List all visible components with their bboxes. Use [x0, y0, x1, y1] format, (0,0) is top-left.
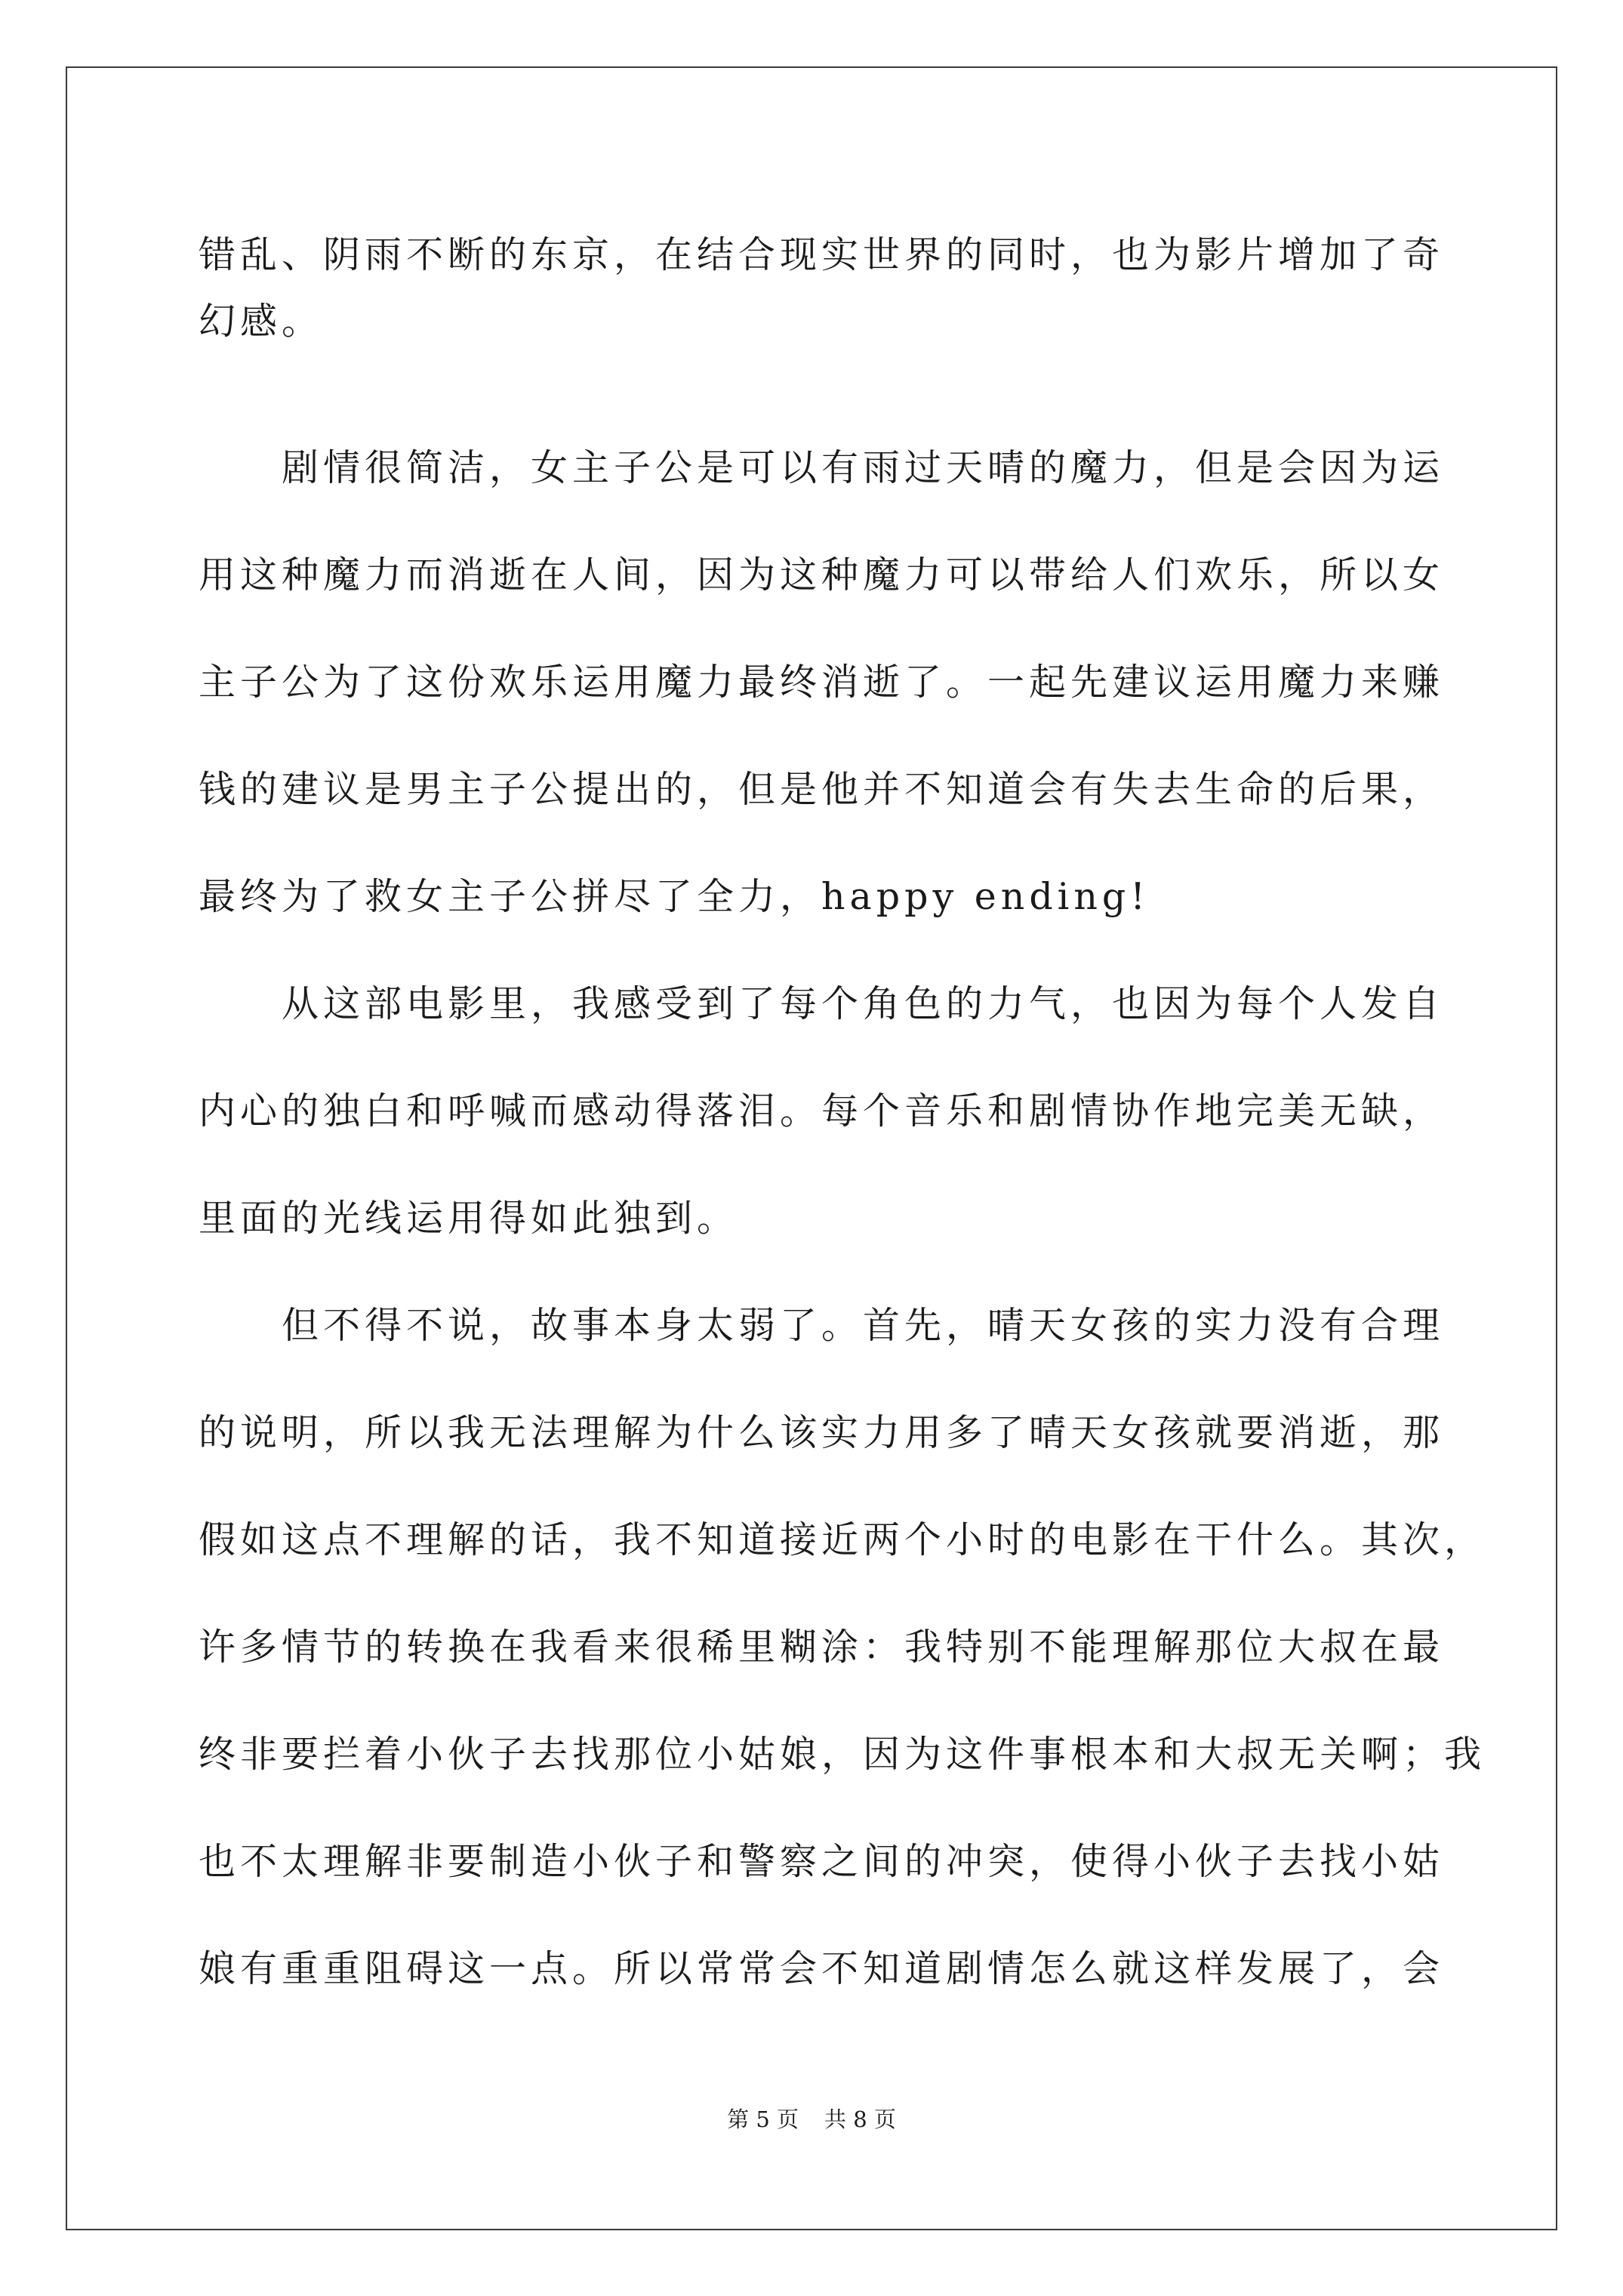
text-line: 错乱、阴雨不断的东京，在结合现实世界的同时，也为影片增加了奇: [199, 233, 1445, 276]
page-border: [66, 66, 1557, 2230]
page-number: 第 5 页: [727, 2106, 799, 2132]
paragraph-first-line: 从这部电影里，我感受到了每个角色的力气，也因为每个人发自: [282, 982, 1445, 1025]
text-line: 钱的建议是男主子公提出的，但是他并不知道会有失去生命的后果，: [199, 768, 1445, 811]
page-total: 共 8 页: [824, 2106, 896, 2132]
text-line: 假如这点不理解的话，我不知道接近两个小时的电影在干什么。其次，: [199, 1518, 1486, 1561]
text-line: 的说明，所以我无法理解为什么该实力用多了晴天女孩就要消逝，那: [199, 1411, 1445, 1454]
paragraph-first-line: 但不得不说，故事本身太弱了。首先，晴天女孩的实力没有合理: [282, 1304, 1445, 1347]
text-line: 终非要拦着小伙子去找那位小姑娘，因为这件事根本和大叔无关啊；我: [199, 1733, 1486, 1776]
text-line: 也不太理解非要制造小伙子和警察之间的冲突，使得小伙子去找小姑: [199, 1840, 1445, 1883]
text-line: 娘有重重阻碍这一点。所以常常会不知道剧情怎么就这样发展了，会: [199, 1947, 1445, 1990]
text-line: 许多情节的转换在我看来很稀里糊涂：我特别不能理解那位大叔在最: [199, 1626, 1445, 1669]
text-line: 主子公为了这份欢乐运用魔力最终消逝了。一起先建议运用魔力来赚: [199, 661, 1445, 704]
text-line: 里面的光线运用得如此独到。: [199, 1197, 739, 1240]
text-line: 最终为了救女主子公拼尽了全力，happy ending!: [199, 875, 1150, 918]
page-footer: [0, 2104, 1623, 2134]
paragraph-first-line: 剧情很简洁，女主子公是可以有雨过天晴的魔力，但是会因为运: [282, 446, 1445, 489]
text-line: 用这种魔力而消逝在人间，因为这种魔力可以带给人们欢乐，所以女: [199, 553, 1445, 596]
text-line: 内心的独白和呼喊而感动得落泪。每个音乐和剧情协作地完美无缺，: [199, 1089, 1445, 1133]
text-line: 幻感。: [199, 300, 324, 343]
